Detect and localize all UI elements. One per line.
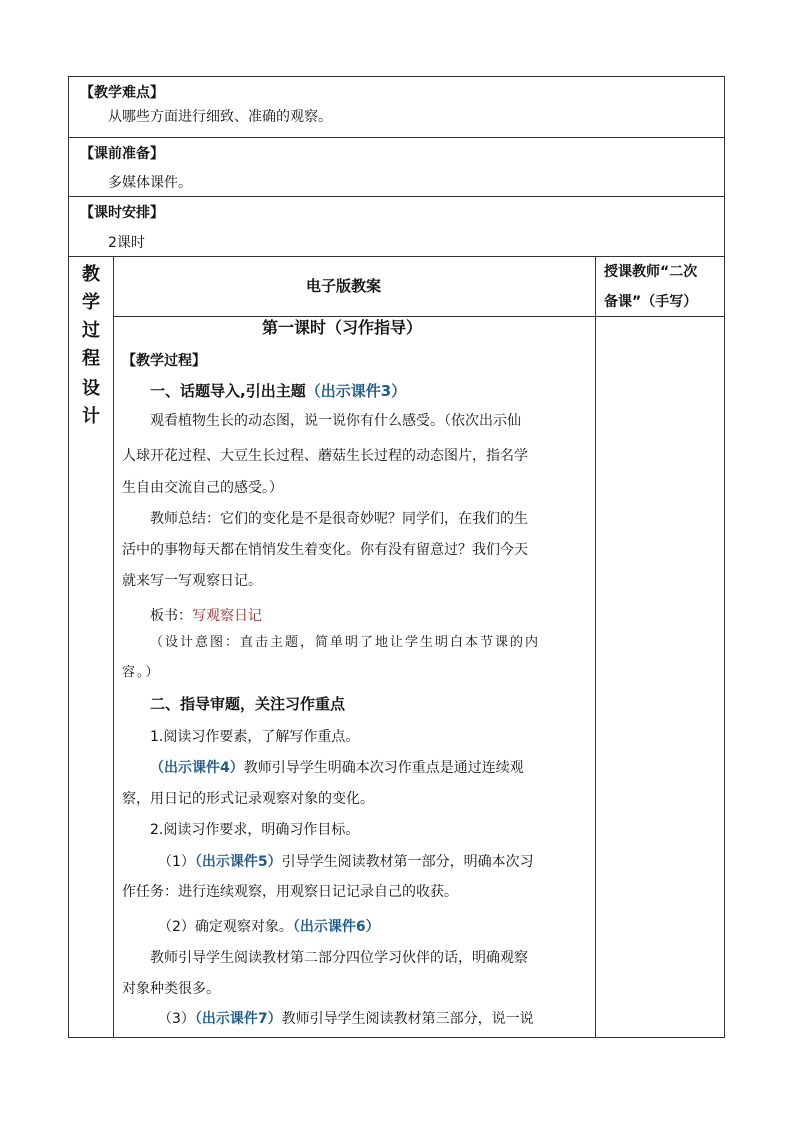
preparation-title: 【课前准备】 bbox=[80, 146, 164, 162]
paragraph-line: 教师引导学生阅读教材第二部分四位学习伙伴的话，明确观察 bbox=[150, 950, 528, 966]
sub3-rest: 教师引导学生阅读教材第三部分，说一说 bbox=[281, 1011, 534, 1027]
left-column-char: 教 bbox=[82, 264, 100, 285]
right-column-header-line2: 备课”（手写） bbox=[604, 294, 698, 310]
paragraph-line: 生自由交流自己的感受。） bbox=[122, 480, 283, 496]
difficulty-content: 从哪些方面进行细致、准确的观察。 bbox=[108, 109, 332, 125]
part2-heading: 二、指导审题，关注习作重点 bbox=[150, 695, 346, 713]
item1: 1.阅读习作要素，了解写作重点。 bbox=[150, 729, 360, 745]
sub3-slide-tag: （出示课件7） bbox=[194, 1011, 282, 1027]
item1-line2: 察，用日记的形式记录观察对象的变化。 bbox=[122, 791, 374, 807]
paragraph-line: 对象种类很多。 bbox=[122, 981, 220, 997]
sub2-text: （2）确定观察对象。 bbox=[158, 919, 293, 935]
right-column-header-line1: 授课教师“二次 bbox=[604, 264, 698, 280]
divider-right-column bbox=[595, 256, 596, 1038]
middle-column-header: 电子版教案 bbox=[306, 277, 382, 295]
part1-heading bbox=[150, 384, 406, 399]
item1-slide-tag: （出示课件4） bbox=[150, 760, 244, 776]
sub3 bbox=[158, 1012, 534, 1026]
item1-rest: 教师引导学生明确本次习作重点是通过连续观 bbox=[243, 760, 524, 776]
sub3-num: （3） bbox=[158, 1011, 195, 1027]
part1-slide-tag: （出示课件3） bbox=[305, 382, 407, 400]
item1-detail bbox=[150, 761, 524, 775]
left-column-char: 过 bbox=[82, 320, 100, 341]
board-label: 板书： bbox=[150, 608, 192, 624]
divider-difficulty bbox=[68, 137, 725, 138]
sub2 bbox=[158, 920, 380, 934]
difficulty-title: 【教学难点】 bbox=[80, 85, 164, 101]
paragraph-line: 人球开花过程、大豆生长过程、蘑菇生长过程的动态图片，指名学 bbox=[122, 448, 528, 464]
design-intent-line: （设计意图：直击主题，简单明了地让学生明白本节课的内 bbox=[150, 635, 541, 650]
process-heading: 【教学过程】 bbox=[122, 353, 206, 369]
design-intent-line: 容。） bbox=[122, 665, 161, 680]
schedule-content: 2课时 bbox=[108, 235, 145, 251]
item2: 2.阅读习作要求，明确习作目标。 bbox=[150, 822, 360, 838]
preparation-content: 多媒体课件。 bbox=[108, 175, 192, 191]
board-text: 写观察日记 bbox=[192, 608, 262, 624]
divider-header-row bbox=[113, 316, 725, 317]
divider-preparation bbox=[68, 196, 725, 197]
left-column-char: 学 bbox=[82, 292, 100, 313]
left-column-char: 计 bbox=[82, 406, 100, 427]
paragraph-line: 活中的事物每天都在悄悄发生着变化。你有没有留意过？我们今天 bbox=[122, 542, 528, 558]
sub2-slide-tag: （出示课件6） bbox=[292, 919, 380, 935]
paragraph-line: 观看植物生长的动态图，说一说你有什么感受。（依次出示仙 bbox=[150, 413, 521, 429]
sub1-rest: 引导学生阅读教材第一部分，明确本次习 bbox=[281, 854, 534, 870]
part1-heading-text: 一、话题导入,引出主题 bbox=[150, 382, 306, 400]
divider-schedule bbox=[68, 256, 725, 257]
divider-left-column bbox=[113, 256, 114, 1038]
paragraph-line: 就来写一写观察日记。 bbox=[122, 573, 262, 589]
sub1-slide-tag: （出示课件5） bbox=[194, 854, 282, 870]
lesson-title: 第一课时（习作指导） bbox=[262, 318, 423, 337]
sub1-num: （1） bbox=[158, 854, 195, 870]
board-writing bbox=[150, 609, 262, 623]
paragraph-line: 教师总结：它们的变化是不是很奇妙呢？同学们，在我们的生 bbox=[150, 511, 528, 527]
left-column-char: 设 bbox=[82, 378, 100, 399]
sub1-line2: 作任务：进行连续观察，用观察日记记录自己的收获。 bbox=[122, 884, 458, 900]
sub1 bbox=[158, 855, 534, 869]
schedule-title: 【课时安排】 bbox=[80, 205, 164, 221]
left-column-char: 程 bbox=[82, 348, 100, 369]
